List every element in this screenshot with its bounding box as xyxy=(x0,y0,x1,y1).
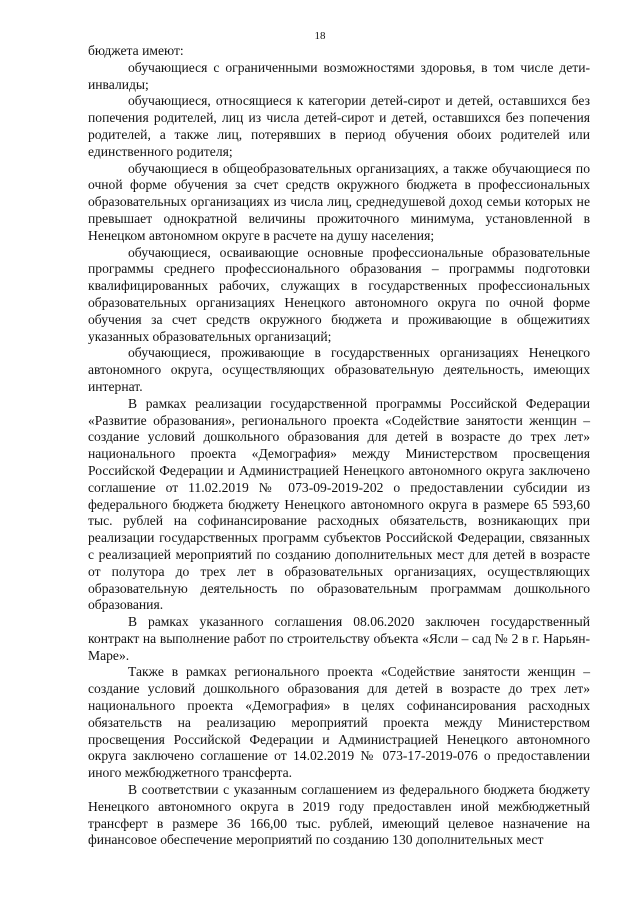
paragraph-construction-contract: В рамках указанного соглашения 08.06.2020 заключен государственный контракт на выполнение работ по строительству объекта «Ясли – сад № 2 в г. Нарьян-Маре». xyxy=(88,614,590,663)
page-number: 18 xyxy=(314,30,326,42)
paragraph-boarding-students: обучающиеся, проживающие в государственных организациях Ненецкого автономного округа, осуществляющих образовательную деятельность, имеющих интернат. xyxy=(88,345,590,394)
document-body xyxy=(88,43,590,849)
paragraph-transfer-amount: В соответствии с указанным соглашением из федерального бюджета бюджету Ненецкого автономного округа в 2019 году предоставлен иной межбюджетный трансферт в размере 36 166,00 тыс. рублей, имеющий целевое назначение на финансовое обеспечение мероприятий по созданию 130 дополнительных мест xyxy=(88,782,590,848)
paragraph-subsidy-agreement: В рамках реализации государственной программы Российской Федерации «Развитие образования», регионального проекта «Содействие занятости женщин – создание условий дошкольного образования для детей в возрасте до трех лет» национального проекта «Демография» между Министерством просвещения Российской Федерации и Администрацией Ненецкого автономного округа заключено соглашение от 11.02.2019 № 073-09-2019-202 о предоставлении субсидии из федерального бюджета бюджету Ненецкого автономного округа в размере 65 593,60 тыс. рублей на софинансирование расходных обязательств, возникающих при реализации государственных программ субъектов Российской Федерации, связанных с реализацией мероприятий по созданию дополнительных мест для детей в возрасте от полутора до трех лет в образовательных организациях, осуществляющих образовательную деятельность по образовательным программам дошкольного образования. xyxy=(88,395,590,613)
paragraph-transfer-agreement: Также в рамках регионального проекта «Содействие занятости женщин – создание условий дошкольного образования для детей в возрасте до трех лет» национального проекта «Демография» в целях софинансирования расходных обязательств на реализацию мероприятий проекта между Министерством просвещения Российской Федерации и Администрацией Ненецкого автономного округа заключено соглашение от 14.02.2019 № 073-17-2019-076 о предоставлении иного межбюджетного трансферта. xyxy=(88,664,590,781)
paragraph-budget-intro: бюджета имеют: xyxy=(88,43,184,58)
paragraph-orphans: обучающиеся, относящиеся к категории детей-сирот и детей, оставшихся без попечения родителей, лиц из числа детей-сирот и детей, оставшихся без попечения родителей, а также лиц, потерявших в период обучения обоих родителей или единственного родителя; xyxy=(88,93,590,159)
paragraph-disabled-students: обучающиеся с ограниченными возможностями здоровья, в том числе дети-инвалиды; xyxy=(88,59,590,92)
paragraph-vocational-students: обучающиеся, осваивающие основные профессиональные образовательные программы среднего профессионального образования – программы подготовки квалифицированных рабочих, служащих в государственных профессиональных образовательных организациях Ненецкого автономного округа по очной форме обучения за счет средств окружного бюджета и проживающие в общежитиях указанных образовательных организаций; xyxy=(88,244,590,344)
paragraph-low-income-students: обучающиеся в общеобразовательных организациях, а также обучающиеся по очной форме обучения за счет средств окружного бюджета в профессиональных образовательных организациях из числа лиц, среднедушевой доход семьи которых не превышает однократной величины прожиточного минимума, установленной в Ненецком автономном округе в расчете на душу населения; xyxy=(88,160,590,243)
